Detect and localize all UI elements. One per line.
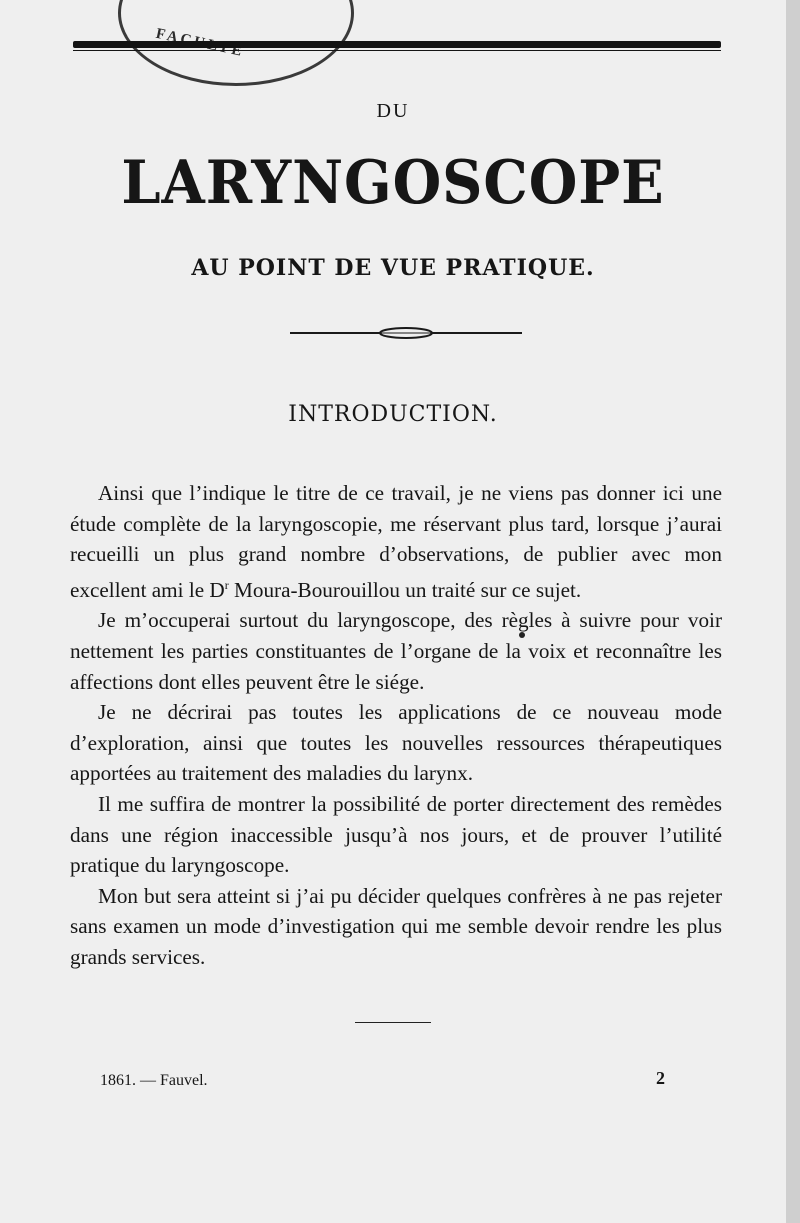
signature-number: 2 [656, 1068, 665, 1088]
title-prefix: DU [376, 100, 410, 122]
paragraph: Il me suffira de montrer la possibilité de porter directement des remèdes dans une région inaccessible jusqu’à nos jours, et de prouver l’utilité pratique du laryngoscope. [70, 792, 722, 878]
paragraph: Mon but sera atteint si j’ai pu décider quelques confrères à ne pas rejeter sans examen un mode d’investigation qui me semble devoir rendre les plus grands services. [70, 883, 722, 969]
page-subtitle: AU POINT DE VUE PRATIQUE. [191, 255, 595, 281]
ornament-divider [288, 326, 524, 340]
bottom-rule [355, 1022, 431, 1023]
page-edge [786, 0, 800, 1223]
page-title: LARYNGOSCOPE [121, 148, 665, 218]
section-heading: INTRODUCTION. [288, 402, 498, 427]
body-text [70, 478, 722, 973]
top-rule [73, 41, 721, 51]
paragraph: Je ne décrirai pas toutes les applications de ce nouveau mode d’exploration, ainsi que toutes les nouvelles ressources thérapeutiques apportées au traitement des maladies du larynx. [70, 700, 722, 786]
signature-line: 1861. — Fauvel. [100, 1072, 208, 1089]
paragraph: Je m’occuperai surtout du laryngoscope, des règles à suivre pour voir nettement les parties constituantes de l’organe de la voix et reconnaître les affections dont elles peuvent être le siége. [70, 608, 722, 694]
paragraph: Ainsi que l’indique le titre de ce travail, je ne viens pas donner ici une étude complète de la laryngoscopie, me réservant plus tard, lorsque j’aurai recueilli un plus grand nombre d’observations, de publier avec mon excellent ami le $D^r$ Moura-Bourouillou un traité sur ce sujet. [70, 481, 722, 602]
ink-spot [519, 632, 525, 638]
